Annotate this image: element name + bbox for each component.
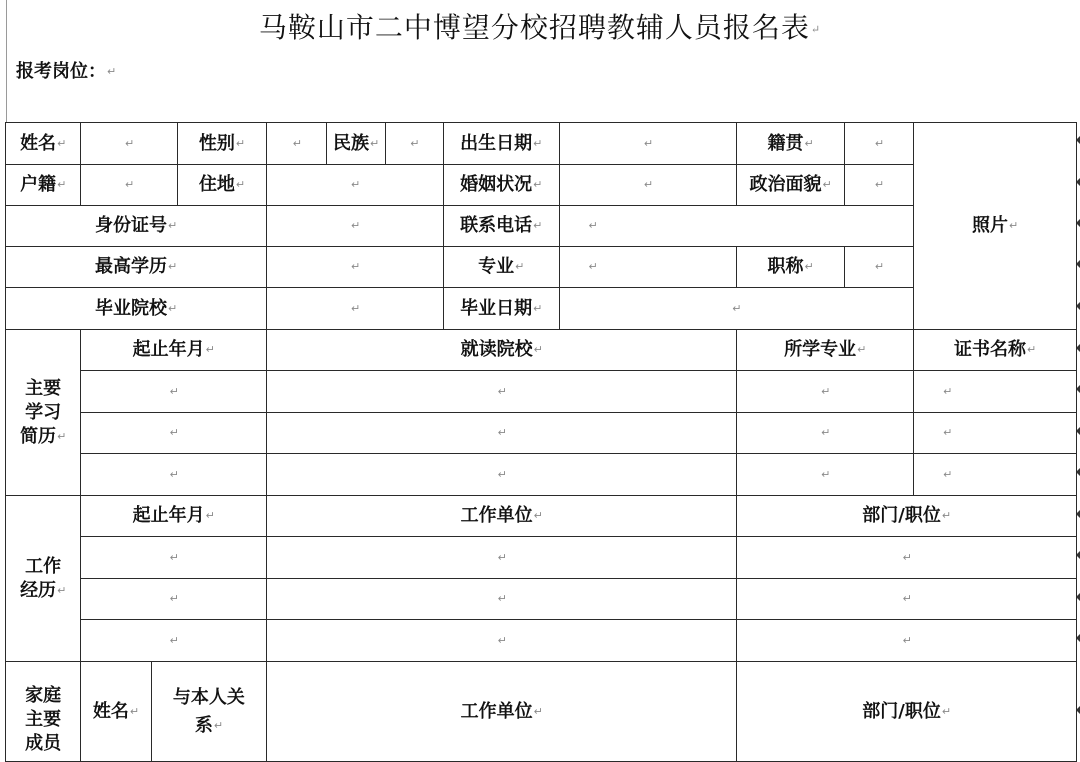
row-end-marker-icon	[1076, 136, 1080, 144]
work-cell[interactable]: ↵	[267, 537, 737, 579]
form-title: 马鞍山市二中博望分校招聘教辅人员报名表↵	[258, 11, 822, 44]
work-cell[interactable]: ↵	[81, 579, 267, 620]
study-header-school: 就读院校↵	[267, 330, 737, 371]
label-education: 最高学历↵	[6, 247, 267, 288]
label-id-number: 身份证号↵	[6, 206, 267, 247]
field-native-place[interactable]: ↵	[844, 123, 913, 165]
label-gender: 性别↵	[177, 123, 266, 165]
study-cell[interactable]: ↵	[81, 454, 267, 496]
row-end-marker-icon	[1076, 634, 1080, 642]
field-phone[interactable]: ↵	[559, 206, 914, 247]
label-school: 毕业院校↵	[6, 288, 267, 330]
table-row	[6, 454, 1077, 496]
row-end-markers	[1076, 122, 1080, 757]
table-row	[6, 620, 1077, 662]
study-cell[interactable]: ↵	[914, 413, 1077, 454]
study-cell[interactable]: ↵	[267, 371, 737, 413]
label-major: 专业↵	[444, 247, 560, 288]
paragraph-mark-icon: ↵	[810, 22, 822, 36]
study-section-label: 主要 学习 简历↵	[6, 330, 81, 496]
row-end-marker-icon	[1076, 178, 1080, 186]
family-header-employer: 工作单位↵	[267, 662, 737, 762]
study-header-major: 所学专业↵	[737, 330, 914, 371]
work-header-period: 起止年月↵	[81, 496, 267, 537]
field-political[interactable]: ↵	[844, 165, 913, 206]
label-marital: 婚姻状况↵	[444, 165, 560, 206]
work-section-label: 工作 经历↵	[6, 496, 81, 662]
study-cell[interactable]: ↵	[81, 371, 267, 413]
family-header-name: 姓名↵	[81, 662, 151, 762]
label-title-rank: 职称↵	[737, 247, 845, 288]
row-end-marker-icon	[1076, 344, 1080, 352]
row-end-marker-icon	[1076, 302, 1080, 310]
label-native-place: 籍贯↵	[737, 123, 845, 165]
study-header-period: 起止年月↵	[81, 330, 267, 371]
study-cell[interactable]: ↵	[737, 371, 914, 413]
work-cell[interactable]: ↵	[737, 537, 1077, 579]
study-cell[interactable]: ↵	[267, 413, 737, 454]
row-end-marker-icon	[1076, 551, 1080, 559]
work-header-employer: 工作单位↵	[267, 496, 737, 537]
work-cell[interactable]: ↵	[267, 579, 737, 620]
study-cell[interactable]: ↵	[914, 371, 1077, 413]
study-cell[interactable]: ↵	[737, 413, 914, 454]
field-grad-date[interactable]: ↵	[559, 288, 914, 330]
work-cell[interactable]: ↵	[267, 620, 737, 662]
table-row	[6, 579, 1077, 620]
row-end-marker-icon	[1076, 706, 1080, 714]
field-id-number[interactable]: ↵	[267, 206, 444, 247]
label-name: 姓名↵	[6, 123, 81, 165]
study-cell[interactable]: ↵	[81, 413, 267, 454]
row-end-marker-icon	[1076, 468, 1080, 476]
work-cell[interactable]: ↵	[81, 620, 267, 662]
field-name[interactable]: ↵	[81, 123, 177, 165]
position-line	[16, 58, 116, 86]
family-section-label: 家庭 主要 成员	[6, 662, 81, 762]
field-ethnicity[interactable]: ↵	[385, 123, 443, 165]
study-header-certificate: 证书名称↵	[914, 330, 1077, 371]
field-major[interactable]: ↵	[559, 247, 737, 288]
family-header-row	[6, 662, 1077, 762]
table-row	[6, 537, 1077, 579]
field-household[interactable]: ↵	[81, 165, 177, 206]
work-cell[interactable]: ↵	[81, 537, 267, 579]
study-cell[interactable]: ↵	[267, 454, 737, 496]
work-header-row	[6, 496, 1077, 537]
row-end-marker-icon	[1076, 593, 1080, 601]
field-residence[interactable]: ↵	[267, 165, 444, 206]
work-cell[interactable]: ↵	[737, 620, 1077, 662]
table-row	[6, 413, 1077, 454]
label-grad-date: 毕业日期↵	[444, 288, 560, 330]
field-school[interactable]: ↵	[267, 288, 444, 330]
work-cell[interactable]: ↵	[737, 579, 1077, 620]
label-birth-date: 出生日期↵	[444, 123, 560, 165]
study-cell[interactable]: ↵	[737, 454, 914, 496]
photo-box[interactable]: 照片↵	[914, 123, 1077, 330]
family-header-department: 部门/职位↵	[737, 662, 1077, 762]
row-end-marker-icon	[1076, 260, 1080, 268]
study-cell[interactable]: ↵	[914, 454, 1077, 496]
label-ethnicity: 民族↵	[327, 123, 385, 165]
position-label: 报考岗位：	[16, 61, 106, 82]
registration-form-table	[5, 122, 1077, 762]
field-birth-date[interactable]: ↵	[559, 123, 737, 165]
field-gender[interactable]: ↵	[267, 123, 327, 165]
row-end-marker-icon	[1076, 385, 1080, 393]
label-household: 户籍↵	[6, 165, 81, 206]
field-education[interactable]: ↵	[267, 247, 444, 288]
work-header-department: 部门/职位↵	[737, 496, 1077, 537]
field-marital[interactable]: ↵	[559, 165, 737, 206]
field-title-rank[interactable]: ↵	[844, 247, 913, 288]
label-residence: 住地↵	[177, 165, 266, 206]
label-phone: 联系电话↵	[444, 206, 560, 247]
row-end-marker-icon	[1076, 510, 1080, 518]
row-end-marker-icon	[1076, 427, 1080, 435]
paragraph-mark-icon: ↵	[107, 65, 117, 78]
family-header-relation: 与本人关系↵	[151, 662, 267, 762]
table-row	[6, 371, 1077, 413]
study-header-row	[6, 330, 1077, 371]
row-end-marker-icon	[1076, 219, 1080, 227]
label-political: 政治面貌↵	[737, 165, 845, 206]
basic-row-1	[6, 123, 1077, 165]
